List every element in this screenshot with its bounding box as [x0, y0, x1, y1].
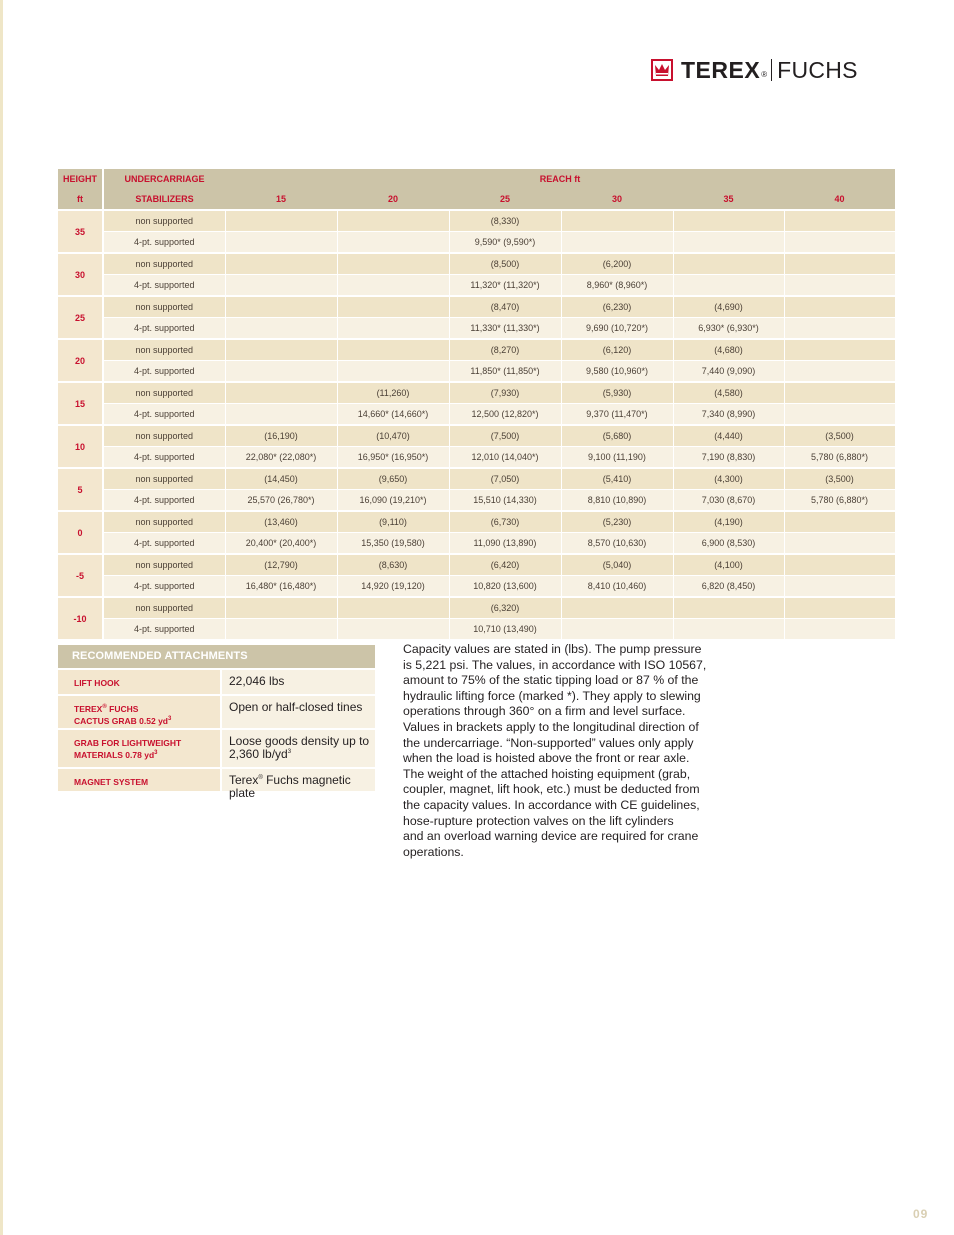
capacity-cell: 5,780 (6,880*) — [784, 447, 895, 469]
logo-divider — [771, 59, 772, 81]
capacity-cell: 12,010 (14,040*) — [449, 447, 561, 469]
capacity-cell — [225, 253, 337, 275]
capacity-cell: 15,350 (19,580) — [337, 533, 449, 555]
stabilizer-cell: non supported — [103, 296, 225, 318]
table-row — [58, 318, 895, 340]
capacity-cell — [673, 253, 784, 275]
capacity-cell — [784, 576, 895, 598]
capacity-cell — [225, 361, 337, 383]
capacity-cell: 22,080* (22,080*) — [225, 447, 337, 469]
attachment-value — [220, 696, 375, 728]
capacity-cell: (7,500) — [449, 425, 561, 447]
capacity-cell — [784, 619, 895, 640]
table-row — [58, 597, 895, 619]
capacity-cell: (5,680) — [561, 425, 673, 447]
logo-fuchs-text: FUCHS — [777, 57, 858, 83]
capacity-cell: (13,460) — [225, 511, 337, 533]
table-row — [58, 554, 895, 576]
notes-line: and an overload warning device are required for crane — [403, 829, 699, 844]
capacity-cell: 8,810 (10,890) — [561, 490, 673, 512]
magnet-value-rest: Fuchs magnetic plate — [229, 773, 351, 800]
capacity-cell — [784, 361, 895, 383]
notes-line: coupler, magnet, lift hook, etc.) must be deducted from — [403, 782, 700, 797]
capacity-cell: 7,030 (8,670) — [673, 490, 784, 512]
height-cell: 0 — [58, 511, 103, 554]
capacity-cell — [225, 339, 337, 361]
capacity-cell — [673, 232, 784, 254]
capacity-cell: (4,690) — [673, 296, 784, 318]
capacity-cell: (7,930) — [449, 382, 561, 404]
notes-line: the capacity values. In accordance with CE guidelines, — [403, 797, 700, 812]
capacity-cell: (4,440) — [673, 425, 784, 447]
table-row — [58, 404, 895, 426]
attachment-row — [58, 694, 375, 728]
capacity-cell: 16,950* (16,950*) — [337, 447, 449, 469]
capacity-cell: 7,440 (9,090) — [673, 361, 784, 383]
table-row — [58, 232, 895, 254]
capacity-cell — [673, 275, 784, 297]
table-row — [58, 576, 895, 598]
capacity-cell: 9,580 (10,960*) — [561, 361, 673, 383]
table-row — [58, 339, 895, 361]
capacity-cell — [337, 253, 449, 275]
capacity-cell: (8,470) — [449, 296, 561, 318]
notes-line: hydraulic lifting force (marked *). They apply to slewing — [403, 688, 701, 703]
capacity-cell: (9,110) — [337, 511, 449, 533]
capacity-cell: (5,410) — [561, 468, 673, 490]
height-cell: 10 — [58, 425, 103, 468]
capacity-cell: 20,400* (20,400*) — [225, 533, 337, 555]
load-capacity-table — [58, 169, 896, 639]
magnet-label: MAGNET SYSTEM — [74, 777, 149, 787]
notes-line: operations. — [403, 844, 464, 859]
capacity-cell — [337, 318, 449, 340]
table-row — [58, 253, 895, 275]
capacity-cell: 6,900 (8,530) — [673, 533, 784, 555]
notes-line: hose-rupture protection valves on the lift cylinders — [403, 813, 674, 828]
capacity-cell — [337, 597, 449, 619]
capacity-cell: 16,090 (19,210*) — [337, 490, 449, 512]
capacity-cell: (3,500) — [784, 425, 895, 447]
notes-line: the undercarriage. “Non-supported” values only apply — [403, 735, 694, 750]
brand-logo — [651, 58, 858, 82]
magnet-value-brand: Terex — [229, 773, 259, 787]
light-grab-value-sup: 3 — [287, 749, 292, 755]
capacity-cell — [784, 339, 895, 361]
stabilizer-cell: 4-pt. supported — [103, 318, 225, 340]
notes-line: The weight of the attached hoisting equipment (grab, — [403, 766, 691, 781]
capacity-cell — [561, 210, 673, 232]
capacity-cell: 9,100 (11,190) — [561, 447, 673, 469]
height-cell: 35 — [58, 210, 103, 253]
terex-crown-icon — [651, 59, 673, 81]
stabilizer-cell: 4-pt. supported — [103, 404, 225, 426]
capacity-cell: 14,660* (14,660*) — [337, 404, 449, 426]
table-row — [58, 210, 895, 232]
page-edge-strip — [0, 0, 3, 1235]
stabilizer-cell: non supported — [103, 210, 225, 232]
capacity-cell: (3,500) — [784, 468, 895, 490]
stabilizer-cell: non supported — [103, 339, 225, 361]
reach-col-header: 30 — [561, 189, 673, 210]
table-row — [58, 468, 895, 490]
capacity-cell — [337, 619, 449, 640]
capacity-cell: (4,300) — [673, 468, 784, 490]
height-cell: -10 — [58, 597, 103, 639]
lift-hook-value: 22,046 lbs — [229, 674, 285, 688]
capacity-cell: 11,850* (11,850*) — [449, 361, 561, 383]
capacity-cell: (6,420) — [449, 554, 561, 576]
capacity-cell — [784, 533, 895, 555]
capacity-cell: (4,190) — [673, 511, 784, 533]
capacity-cell — [225, 382, 337, 404]
capacity-cell — [784, 404, 895, 426]
height-cell: 20 — [58, 339, 103, 382]
capacity-cell — [784, 511, 895, 533]
notes-line: when the load is hoisted above the front or rear axle. — [403, 751, 690, 766]
capacity-cell — [784, 232, 895, 254]
logo-terex-text: TEREX — [681, 57, 761, 83]
capacity-cell: 10,820 (13,600) — [449, 576, 561, 598]
notes-line: amount to 75% of the static tipping load or 87 % of the — [403, 673, 699, 688]
height-cell: 25 — [58, 296, 103, 339]
recommended-attachments-table — [58, 645, 375, 800]
capacity-cell: 7,340 (8,990) — [673, 404, 784, 426]
capacity-cell: (9,650) — [337, 468, 449, 490]
stabilizer-cell: non supported — [103, 468, 225, 490]
capacity-cell — [784, 597, 895, 619]
reach-col-header: 40 — [784, 189, 895, 210]
stabilizer-cell: 4-pt. supported — [103, 619, 225, 640]
height-cell: -5 — [58, 554, 103, 597]
capacity-cell: (14,450) — [225, 468, 337, 490]
capacity-cell — [784, 318, 895, 340]
height-header: HEIGHT — [58, 169, 103, 189]
light-grab-value-2: 2,360 lb/yd — [229, 747, 288, 761]
stabilizer-cell: 4-pt. supported — [103, 447, 225, 469]
light-grab-label-sup: 3 — [154, 750, 158, 757]
capacity-cell: (8,500) — [449, 253, 561, 275]
capacity-cell — [337, 210, 449, 232]
capacity-cell — [784, 296, 895, 318]
capacity-cell: (4,100) — [673, 554, 784, 576]
attachment-row — [58, 767, 375, 800]
capacity-cell: (8,330) — [449, 210, 561, 232]
capacity-cell: 12,500 (12,820*) — [449, 404, 561, 426]
stabilizer-cell: non supported — [103, 382, 225, 404]
capacity-cell — [561, 619, 673, 640]
reach-col-header: 20 — [337, 189, 449, 210]
capacity-cell — [673, 619, 784, 640]
height-cell: 5 — [58, 468, 103, 511]
height-cell: 30 — [58, 253, 103, 296]
capacity-cell — [225, 597, 337, 619]
stabilizer-cell: 4-pt. supported — [103, 533, 225, 555]
capacity-cell: 11,330* (11,330*) — [449, 318, 561, 340]
capacity-cell: 16,480* (16,480*) — [225, 576, 337, 598]
capacity-cell — [784, 275, 895, 297]
capacity-cell: (4,680) — [673, 339, 784, 361]
capacity-cell: 8,570 (10,630) — [561, 533, 673, 555]
capacity-cell — [673, 210, 784, 232]
lift-hook-label: LIFT HOOK — [74, 678, 120, 688]
capacity-cell: 10,710 (13,490) — [449, 619, 561, 640]
capacity-cell — [784, 210, 895, 232]
capacity-cell: 11,090 (13,890) — [449, 533, 561, 555]
capacity-cell — [337, 275, 449, 297]
capacity-cell — [337, 339, 449, 361]
reach-col-header: 35 — [673, 189, 784, 210]
capacity-cell: (6,320) — [449, 597, 561, 619]
attachment-row — [58, 668, 375, 694]
cactus-label-sup: 3 — [168, 716, 172, 723]
capacity-cell: (8,630) — [337, 554, 449, 576]
table-row — [58, 511, 895, 533]
attachment-value — [220, 730, 375, 767]
load-table-body — [58, 210, 895, 639]
cactus-label-reg: ® — [102, 704, 107, 711]
table-row — [58, 361, 895, 383]
capacity-cell — [225, 296, 337, 318]
capacity-cell: 9,590* (9,590*) — [449, 232, 561, 254]
page-number: 09 — [913, 1207, 929, 1221]
capacity-cell: (16,190) — [225, 425, 337, 447]
light-grab-value-1: Loose goods density up to — [229, 734, 370, 748]
capacity-cell: 6,820 (8,450) — [673, 576, 784, 598]
cactus-label-size: CACTUS GRAB 0.52 yd — [74, 716, 168, 726]
capacity-cell: 8,960* (8,960*) — [561, 275, 673, 297]
table-row — [58, 619, 895, 640]
table-row — [58, 533, 895, 555]
notes-line: Capacity values are stated in (lbs). The pump pressure — [403, 642, 702, 656]
stabilizer-cell: 4-pt. supported — [103, 232, 225, 254]
capacity-cell — [225, 275, 337, 297]
stabilizer-header-line1: UNDERCARRIAGE — [103, 169, 225, 189]
capacity-cell — [784, 253, 895, 275]
capacity-cell — [225, 619, 337, 640]
reach-col-header: 25 — [449, 189, 561, 210]
stabilizer-cell: 4-pt. supported — [103, 576, 225, 598]
capacity-cell: 25,570 (26,780*) — [225, 490, 337, 512]
cactus-label-brand: TEREX — [74, 704, 103, 714]
capacity-cell: 15,510 (14,330) — [449, 490, 561, 512]
stabilizer-cell: 4-pt. supported — [103, 490, 225, 512]
capacity-cell — [337, 232, 449, 254]
capacity-cell — [784, 382, 895, 404]
table-row — [58, 425, 895, 447]
capacity-cell: (6,230) — [561, 296, 673, 318]
capacity-cell — [561, 597, 673, 619]
capacity-cell — [225, 404, 337, 426]
capacity-cell — [673, 597, 784, 619]
capacity-cell: (5,230) — [561, 511, 673, 533]
table-row — [58, 382, 895, 404]
capacity-cell: 8,410 (10,460) — [561, 576, 673, 598]
capacity-cell: (8,270) — [449, 339, 561, 361]
capacity-cell: (7,050) — [449, 468, 561, 490]
magnet-value-reg: ® — [258, 775, 263, 781]
capacity-cell — [225, 210, 337, 232]
capacity-cell: (6,120) — [561, 339, 673, 361]
attachment-label — [58, 670, 220, 694]
capacity-cell: 6,930* (6,930*) — [673, 318, 784, 340]
height-cell: 15 — [58, 382, 103, 425]
cactus-label-sub: FUCHS — [106, 704, 139, 714]
attachments-title: RECOMMENDED ATTACHMENTS — [58, 645, 375, 668]
stabilizer-header-line2: STABILIZERS — [103, 189, 225, 210]
capacity-cell: (12,790) — [225, 554, 337, 576]
stabilizer-cell: 4-pt. supported — [103, 275, 225, 297]
capacity-cell — [561, 232, 673, 254]
notes-line: is 5,221 psi. The values, in accordance with ISO 10567, — [403, 657, 707, 672]
attachment-label — [58, 769, 220, 791]
capacity-cell — [225, 318, 337, 340]
logo-reg-mark: ® — [761, 70, 768, 79]
stabilizer-cell: non supported — [103, 511, 225, 533]
capacity-cell: 5,780 (6,880*) — [784, 490, 895, 512]
reach-header: REACH ft — [225, 169, 895, 189]
light-grab-label-1: GRAB FOR LIGHTWEIGHT — [74, 738, 182, 748]
capacity-cell — [337, 361, 449, 383]
stabilizer-cell: 4-pt. supported — [103, 361, 225, 383]
capacity-cell: 7,190 (8,830) — [673, 447, 784, 469]
light-grab-label-2: MATERIALS 0.78 yd — [74, 750, 155, 760]
attachment-row — [58, 728, 375, 767]
reach-col-header: 15 — [225, 189, 337, 210]
capacity-cell — [337, 296, 449, 318]
stabilizer-cell: non supported — [103, 425, 225, 447]
stabilizer-cell: non supported — [103, 554, 225, 576]
attachment-value — [220, 769, 375, 800]
capacity-cell: (5,930) — [561, 382, 673, 404]
notes-line: Values in brackets apply to the longitudinal direction of — [403, 719, 699, 734]
attachment-label — [58, 696, 220, 728]
attachment-label — [58, 730, 220, 767]
attachment-value — [220, 670, 375, 694]
capacity-cell: (6,200) — [561, 253, 673, 275]
capacity-cell: 9,370 (11,470*) — [561, 404, 673, 426]
capacity-cell: (6,730) — [449, 511, 561, 533]
stabilizer-cell: non supported — [103, 253, 225, 275]
capacity-cell: (11,260) — [337, 382, 449, 404]
capacity-cell: (10,470) — [337, 425, 449, 447]
table-row — [58, 447, 895, 469]
cactus-value: Open or half-closed tines — [229, 700, 363, 714]
capacity-notes — [403, 642, 723, 860]
capacity-cell: 14,920 (19,120) — [337, 576, 449, 598]
capacity-cell — [784, 554, 895, 576]
table-row — [58, 296, 895, 318]
capacity-cell: 11,320* (11,320*) — [449, 275, 561, 297]
table-row — [58, 490, 895, 512]
notes-line: operations through 360° on a firm and level surface. — [403, 704, 686, 719]
capacity-cell: (5,040) — [561, 554, 673, 576]
capacity-cell: (4,580) — [673, 382, 784, 404]
capacity-cell — [225, 232, 337, 254]
capacity-cell: 9,690 (10,720*) — [561, 318, 673, 340]
table-row — [58, 275, 895, 297]
height-unit-header: ft — [58, 189, 103, 210]
stabilizer-cell: non supported — [103, 597, 225, 619]
